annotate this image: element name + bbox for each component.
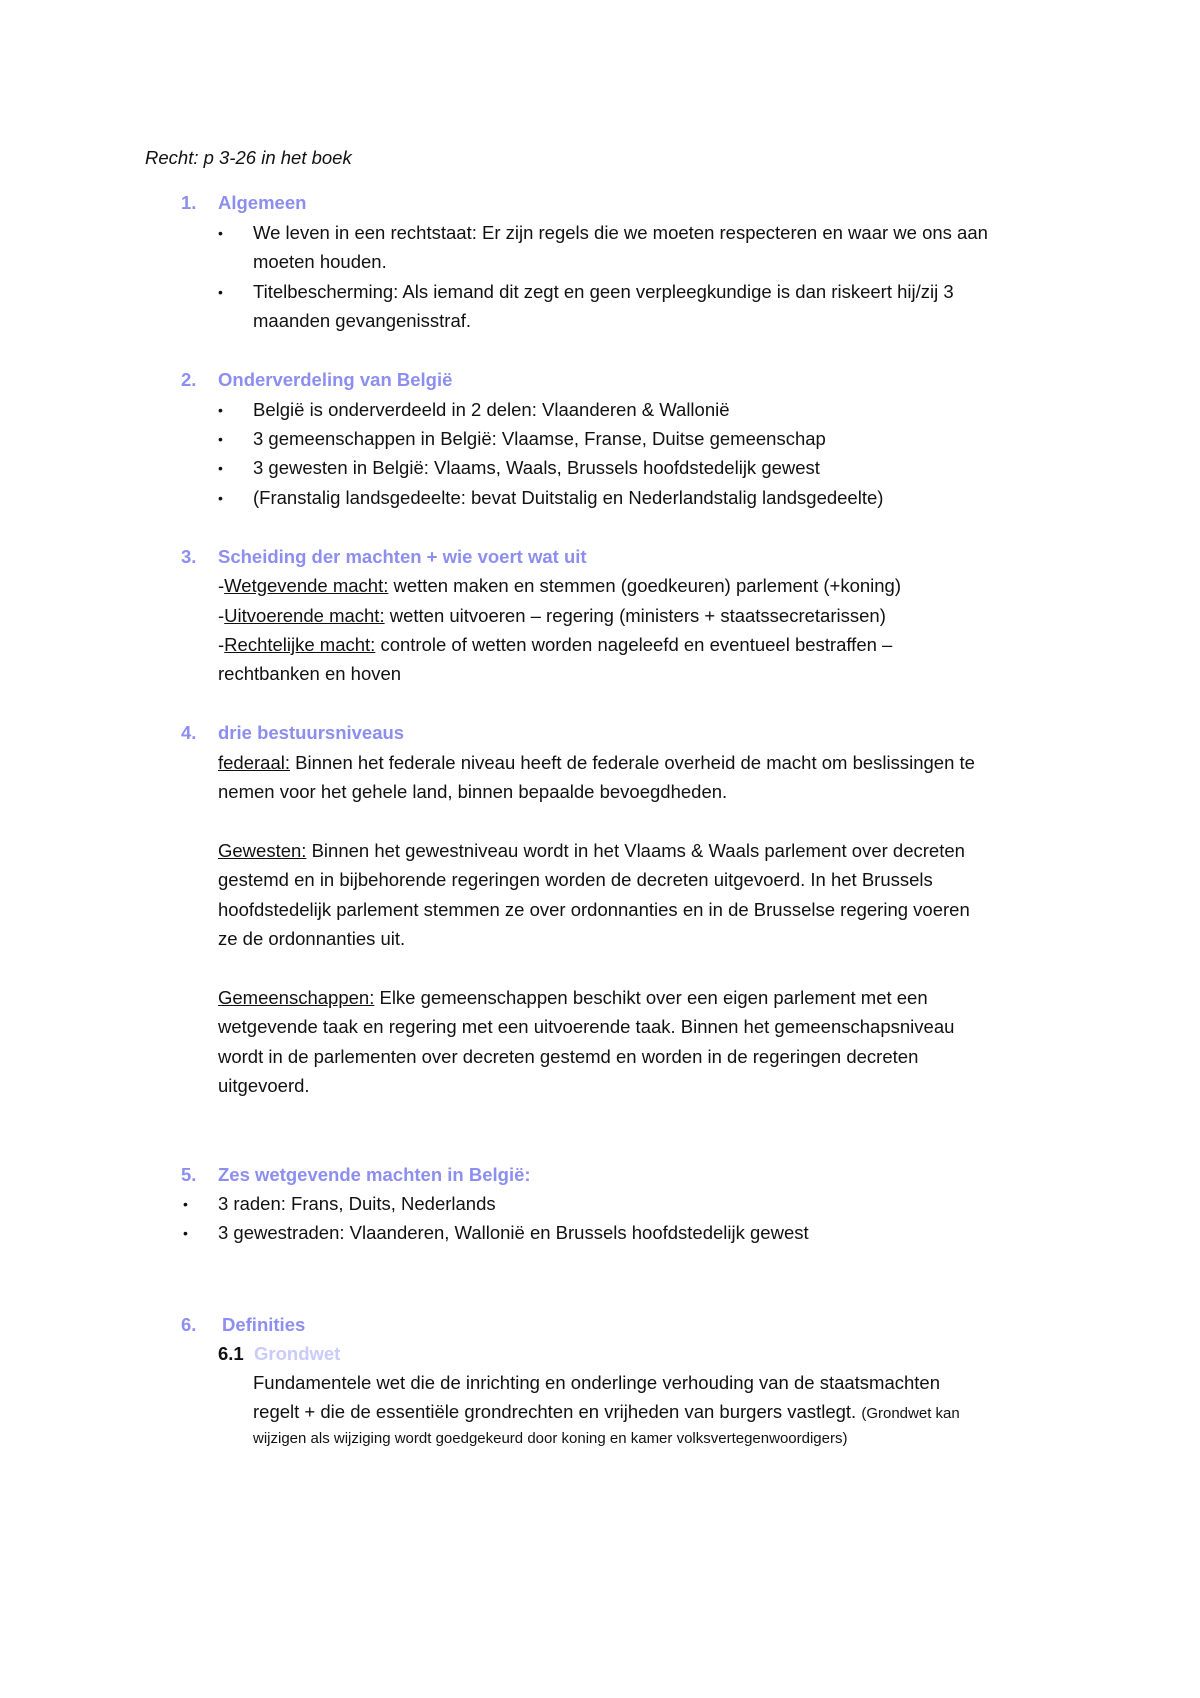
bullet-icon: • xyxy=(183,1225,188,1241)
section-2-bullet-1: België is onderverdeeld in 2 delen: Vlaanderen & Wallonië xyxy=(253,399,730,420)
section-4-regions-line-3: hoofdstedelijk parlement stemmen ze over ordonnanties en in de Brusselse regering voeren xyxy=(218,899,970,920)
federal-label: federaal: xyxy=(218,752,290,773)
section-1-bullet-1-line-2: moeten houden. xyxy=(253,251,387,272)
legislative-power-label: Wetgevende macht: xyxy=(224,575,389,596)
section-3-line-2 xyxy=(218,604,886,628)
communities-text: Elke gemeenschappen beschikt over een eigen parlement met een xyxy=(374,987,928,1008)
section-4-communities-line-1 xyxy=(218,986,928,1010)
section-4-communities-line-3: wordt in de parlementen over decreten gestemd en worden in de regeringen decreten xyxy=(218,1046,919,1067)
definition-note: (Grondwet kan xyxy=(861,1405,960,1422)
section-3-line-1 xyxy=(218,574,901,598)
section-2-bullet-4: (Franstalig landsgedeelte: bevat Duitstalig en Nederlandstalig landsgedeelte) xyxy=(253,487,884,508)
section-3-number: 3. xyxy=(181,546,197,567)
section-1-bullet-2-line-2: maanden gevangenisstraf. xyxy=(253,310,472,331)
section-1-bullet-2-line-1: Titelbescherming: Als iemand dit zegt en geen verpleegkundige is dan riskeert hij/zij 3 xyxy=(253,281,954,302)
section-6-number: 6. xyxy=(181,1314,197,1335)
section-4-communities-line-4: uitgevoerd. xyxy=(218,1075,310,1096)
section-3-line-3 xyxy=(218,633,892,657)
section-5-bullet-2: 3 gewestraden: Vlaanderen, Wallonië en Brussels hoofdstedelijk gewest xyxy=(218,1222,809,1243)
federal-text: Binnen het federale niveau heeft de federale overheid de macht om beslissingen te xyxy=(290,752,975,773)
section-4-regions-line-1 xyxy=(218,839,965,863)
section-2-number: 2. xyxy=(181,369,197,390)
section-2-bullet-3: 3 gewesten in België: Vlaams, Waals, Brussels hoofdstedelijk gewest xyxy=(253,457,820,478)
section-2-heading: Onderverdeling van België xyxy=(218,369,453,390)
dash: - xyxy=(218,575,225,596)
bullet-icon: • xyxy=(183,1196,188,1212)
subsection-6-1-line-3: wijzigen als wijziging wordt goedgekeurd door koning en kamer volksvertegenwoordigers) xyxy=(253,1430,848,1447)
document-title: Recht: p 3-26 in het boek xyxy=(145,147,352,168)
judicial-power-label: Rechtelijke macht: xyxy=(224,634,376,655)
section-2-bullet-2: 3 gemeenschappen in België: Vlaamse, Franse, Duitse gemeenschap xyxy=(253,428,826,449)
section-1-bullet-1-line-1: We leven in een rechtstaat: Er zijn regels die we moeten respecteren en waar we ons aan xyxy=(253,222,988,243)
section-6-heading: Definities xyxy=(222,1314,306,1335)
section-4-communities-line-2: wetgevende taak en regering met een uitvoerende taak. Binnen het gemeenschapsniveau xyxy=(218,1016,955,1037)
definition-text: regelt + die de essentiële grondrechten en vrijheden van burgers vastlegt. xyxy=(253,1401,862,1422)
communities-label: Gemeenschappen: xyxy=(218,987,375,1008)
section-4-federal-line-2: nemen voor het gehele land, binnen bepaalde bevoegdheden. xyxy=(218,781,728,802)
bullet-icon: • xyxy=(218,225,223,241)
section-4-regions-line-2: gestemd en in bijbehorende regeringen worden de decreten uitgevoerd. In het Brussels xyxy=(218,869,933,890)
subsection-6-1-line-2 xyxy=(253,1400,960,1426)
dash: - xyxy=(218,605,225,626)
section-5-number: 5. xyxy=(181,1164,197,1185)
bullet-icon: • xyxy=(218,402,223,418)
regions-text: Binnen het gewestniveau wordt in het Vlaams & Waals parlement over decreten xyxy=(306,840,965,861)
bullet-icon: • xyxy=(218,460,223,476)
legislative-power-text: wetten maken en stemmen (goedkeuren) parlement (+koning) xyxy=(388,575,901,596)
section-4-regions-line-4: ze de ordonnanties uit. xyxy=(218,928,406,949)
bullet-icon: • xyxy=(218,284,223,300)
section-3-line-4: rechtbanken en hoven xyxy=(218,663,402,684)
judicial-power-text: controle of wetten worden nageleefd en eventueel bestraffen – xyxy=(375,634,893,655)
subsection-6-1-heading: Grondwet xyxy=(254,1343,341,1364)
executive-power-label: Uitvoerende macht: xyxy=(224,605,385,626)
section-1-number: 1. xyxy=(181,192,197,213)
section-5-heading: Zes wetgevende machten in België: xyxy=(218,1164,531,1185)
section-4-federal-line-1 xyxy=(218,751,975,775)
dash: - xyxy=(218,634,225,655)
section-4-heading: drie bestuursniveaus xyxy=(218,722,405,743)
subsection-6-1-number: 6.1 xyxy=(218,1343,244,1364)
section-1-heading: Algemeen xyxy=(218,192,307,213)
bullet-icon: • xyxy=(218,431,223,447)
bullet-icon: • xyxy=(218,490,223,506)
section-3-heading: Scheiding der machten + wie voert wat uit xyxy=(218,546,587,567)
section-5-bullet-1: 3 raden: Frans, Duits, Nederlands xyxy=(218,1193,496,1214)
regions-label: Gewesten: xyxy=(218,840,307,861)
executive-power-text: wetten uitvoeren – regering (ministers + staatssecretarissen) xyxy=(384,605,886,626)
subsection-6-1-line-1: Fundamentele wet die de inrichting en onderlinge verhouding van de staatsmachten xyxy=(253,1372,941,1393)
section-4-number: 4. xyxy=(181,722,197,743)
